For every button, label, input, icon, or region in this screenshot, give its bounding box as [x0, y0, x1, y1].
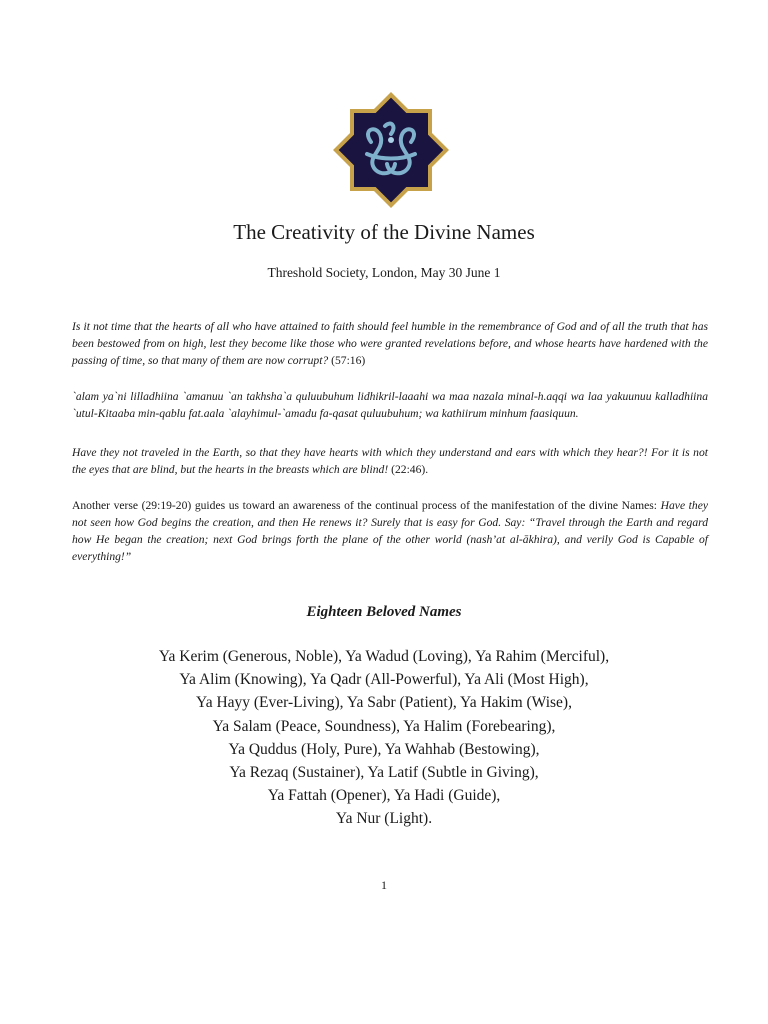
calligraphy-star-logo [333, 92, 449, 208]
names-line: Ya Salam (Peace, Soundness), Ya Halim (Forebearing), [212, 717, 556, 735]
document-subtitle: Threshold Society, London, May 30 June 1 [267, 265, 501, 280]
names-line: Ya Alim (Knowing), Ya Qadr (All-Powerful), Ya Ali (Most High), [179, 671, 589, 689]
names-line: Ya Fattah (Opener), Ya Hadi (Guide), [267, 787, 501, 805]
verse-paragraph [72, 497, 708, 565]
quote-paragraph-2 [72, 444, 708, 478]
transliteration-text: `alam ya`ni lilladhiina `amanuu `an takhsha`a quluubuhum lidhikril-laaahi wa maa nazala minal-h.aqqi wa laa yakuunuu kalladhiina `utul-Kitaaba min-qablu fat.aala `alayhimul-`amadu fa-qasat quluubuhum; wa kathiirum minhum faasiquun. [72, 390, 708, 420]
quote-paragraph-1 [72, 318, 708, 369]
quote-text: Is it not time that the hearts of all who have attained to faith should feel humble in the remembrance of God and of all the truth that has been bestowed from on high, lest they become like those who were granted revelations before, and whose hearts have hardened with the passing of time, so that many of them are now corrupt? [72, 320, 708, 367]
transliteration-paragraph [72, 388, 708, 422]
quote-text: Have they not seen how God begins the creation, and then He renews it? Surely that is easy for God. Say: “Travel through the Earth and regard how He began the creation; next God brings forth the plane of the other world (nash’at al-ākhira), and verily God is Capable of everything!” [72, 499, 708, 563]
names-line: Ya Hayy (Ever-Living), Ya Sabr (Patient), Ya Hakim (Wise), [196, 694, 572, 712]
names-line: Ya Rezaq (Sustainer), Ya Latif (Subtle in Giving), [229, 764, 539, 782]
names-line: Ya Kerim (Generous, Noble), Ya Wadud (Loving), Ya Rahim (Merciful), [158, 648, 610, 665]
names-line: Ya Nur (Light). [335, 810, 433, 828]
names-line: Ya Quddus (Holy, Pure), Ya Wahhab (Bestowing), [228, 740, 540, 758]
verse-reference: (22:46). [388, 463, 429, 476]
section-heading: Eighteen Beloved Names [306, 604, 462, 620]
page-number: 1 [381, 878, 387, 892]
document-title: The Creativity of the Divine Names [233, 220, 535, 244]
quote-text: Have they not traveled in the Earth, so that they have hearts with which they understand and ears with which they hear?! For it is not the eyes that are blind, but the hearts in the breasts which are blind! [72, 446, 708, 476]
verse-reference: (57:16) [328, 354, 366, 367]
paragraph-intro: Another verse (29:19-20) guides us toward an awareness of the continual process of the manifestation of the divine Names: [72, 499, 661, 512]
names-list [0, 645, 768, 831]
